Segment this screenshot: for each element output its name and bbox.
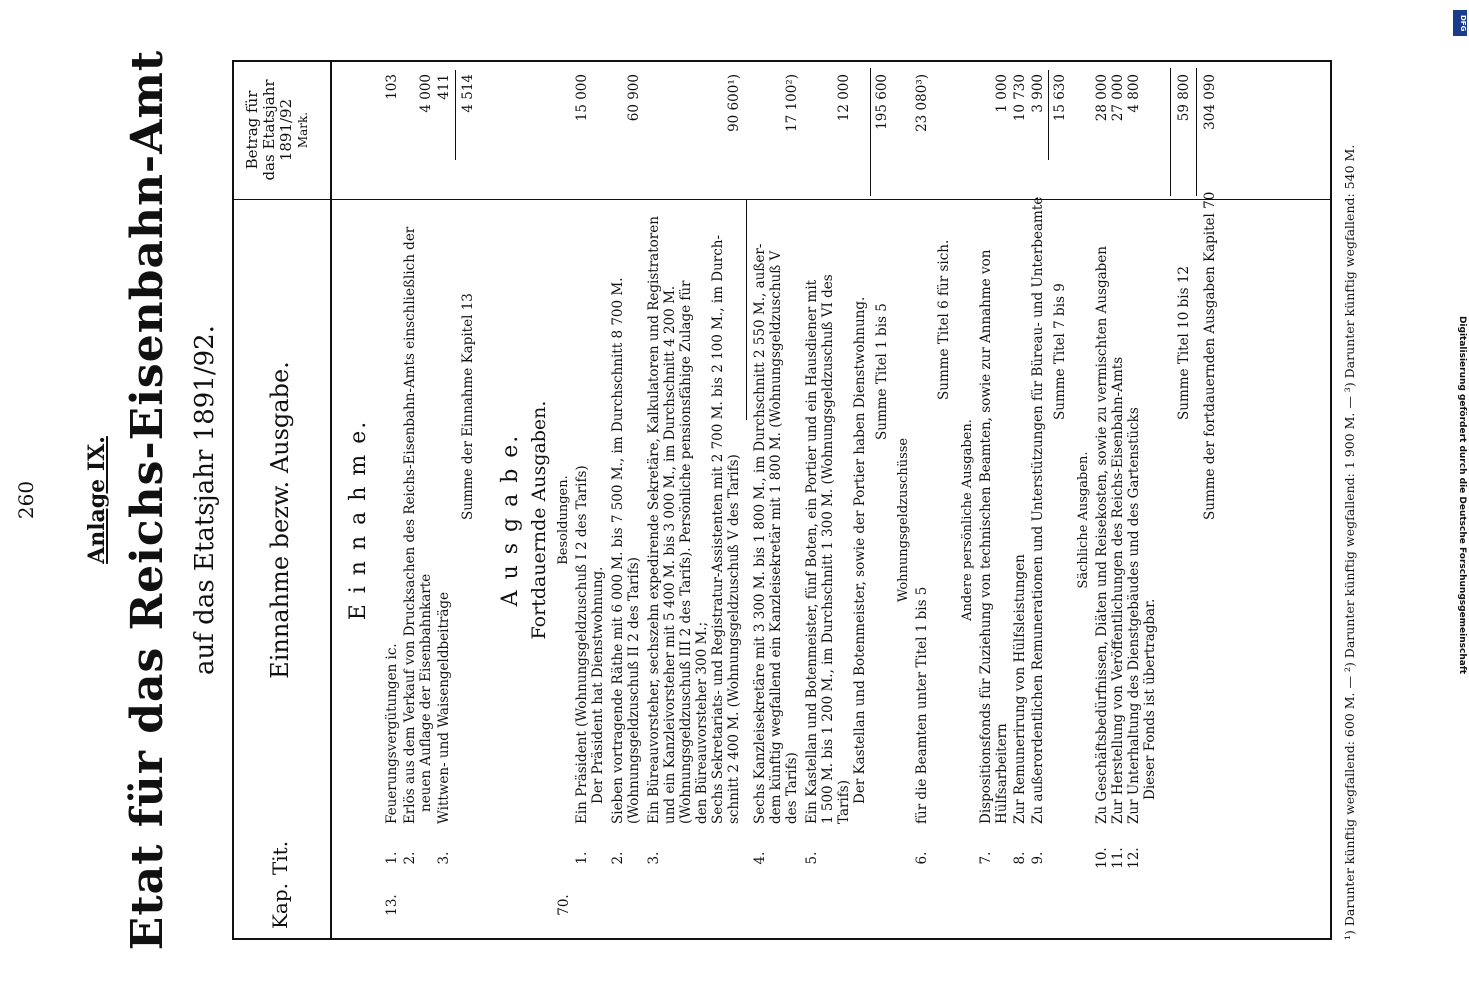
digitization-note: Digitalisierung gefördert durch die Deutsche Forschungsgemeinschaft bbox=[1457, 315, 1467, 675]
row-text: Sechs Sekretariats- und Registratur-Assistenten mit 2 700 M. bis 2 100 M., im Durch- bbox=[710, 234, 726, 824]
sum-label: Summe Titel 7 bis 9 bbox=[1052, 283, 1068, 420]
row-text: 1 500 M. bis 1 200 M., im Durchschnitt 1 300 M. (Wohnungsgeldzuschuß VI des bbox=[820, 274, 836, 824]
tit-number: 12. bbox=[1126, 847, 1142, 869]
row-text: Wittwen- und Waisengeldbeiträge bbox=[436, 592, 452, 824]
row-text: Tarifs) bbox=[836, 780, 852, 824]
row-amount: 28 000 bbox=[1094, 74, 1110, 122]
row-text: Sieben vortragende Räthe mit 6 000 M. bis 7 500 M., im Durchschnitt 8 700 M. bbox=[610, 277, 626, 824]
fonds-note: Dieser Fonds ist übertragbar. bbox=[1142, 598, 1158, 800]
appendix-label: Anlage IX. bbox=[84, 436, 110, 564]
row-amount: 411 bbox=[436, 74, 452, 100]
row-text: Feuerungsvergütungen ic. bbox=[384, 643, 400, 824]
row-text: Dispositionsfonds für Zuziehung von technischen Beamten, sowie zur Annahme von bbox=[978, 249, 994, 824]
tit-number: 8. bbox=[1012, 851, 1028, 865]
row-amount: 27 000 bbox=[1110, 74, 1126, 122]
table-bottom-rule bbox=[1330, 60, 1332, 940]
row-text: für die Beamten unter Titel 1 bis 5 bbox=[914, 586, 930, 824]
ausgabe-heading: A u s g a b e. bbox=[498, 433, 523, 607]
sum-label: Summe der Einnahme Kapitel 13 bbox=[460, 293, 476, 520]
row-amount: 3 900 bbox=[1030, 74, 1046, 113]
sum-label: Summe Titel 1 bis 5 bbox=[874, 303, 890, 440]
row-amount: 10 730 bbox=[1012, 74, 1028, 122]
row-amount: 1 000 bbox=[994, 74, 1010, 113]
col-header-kap: Kap. bbox=[268, 882, 292, 930]
besoldungen-heading: Besoldungen. bbox=[556, 475, 571, 565]
tit-number: 2. bbox=[402, 851, 418, 865]
row-text: Ein Präsident (Wohnungsgeldzuschuß I 2 des Tarifs) bbox=[574, 465, 590, 824]
row-text: Ein Kastellan und Botenmeister, fünf Boten, ein Portier und ein Hausdiener mit bbox=[804, 279, 820, 824]
page-title: Etat für das Reichs-Eisenbahn-Amt bbox=[122, 49, 173, 951]
row-separator bbox=[746, 200, 747, 420]
row-text: Ein Büreauvorsteher, sechszehn expedirende Sekretäre, Kalkulatoren und Registratoren bbox=[646, 216, 662, 824]
tit-number: 1. bbox=[574, 851, 590, 865]
dfg-logo: DFG bbox=[1453, 10, 1467, 36]
sum-rule bbox=[455, 70, 456, 160]
tit-number: 7. bbox=[978, 851, 994, 865]
page-number: 260 bbox=[14, 480, 38, 520]
row-text: Zur Unterhaltung des Dienstgebäudes und des Gartenstücks bbox=[1126, 407, 1142, 824]
ausgabe-kap: 70. bbox=[556, 894, 572, 916]
row-text: Sechs Kanzleisekretäre mit 3 300 M. bis 1 800 M., im Durchschnitt 2 550 M., außer- bbox=[752, 243, 768, 824]
andere-heading: Andere persönliche Ausgaben. bbox=[960, 419, 975, 621]
table-left-rule bbox=[232, 938, 1332, 940]
row-amount: 4 000 bbox=[418, 74, 434, 113]
row-text: Zu außerordentlichen Remunerationen und Unterstützungen für Büreau- und Unterbeamte bbox=[1030, 196, 1046, 824]
row-amount: 15 000 bbox=[574, 74, 590, 122]
row-amount: 103 bbox=[384, 74, 400, 100]
sum-amount: 15 630 bbox=[1052, 74, 1068, 122]
row-text: Zur Remunerirung von Hülfsleistungen bbox=[1012, 554, 1028, 824]
tit-number: 5. bbox=[804, 851, 820, 865]
col-header-desc: Einnahme bezw. Ausgabe. bbox=[266, 361, 294, 679]
sum-rule bbox=[870, 68, 871, 196]
einnahme-kap: 13. bbox=[384, 894, 400, 916]
digitization-credit bbox=[1452, 10, 1468, 990]
amount-col-rule bbox=[232, 199, 1332, 200]
row-text: (Wohnungsgeldzuschuß III 2 des Tarifs). Persönliche pensionsfähige Zulage für bbox=[678, 280, 694, 824]
table-header-rule bbox=[330, 60, 332, 940]
row-text: (Wohnungsgeldzuschuß II 2 des Tarifs) bbox=[626, 557, 642, 824]
row-text: den Büreauvorsteher 300 M.; bbox=[694, 621, 710, 824]
page-subtitle: auf das Etatsjahr 1891/92. bbox=[190, 325, 220, 675]
row-text: schnitt 2 400 M. (Wohnungsgeldzuschuß V des Tarifs) bbox=[726, 454, 742, 824]
total-label: Summe der fortdauernden Ausgaben Kapitel 70 bbox=[1202, 191, 1218, 520]
row-text: und ein Kanzleivorsteher mit 5 400 M. bis 3 000 M., im Durchschnitt 4 200 M. bbox=[662, 285, 678, 824]
sum-rule bbox=[1048, 70, 1049, 160]
wohnungsgeld-heading: Wohnungsgeldzuschüsse bbox=[896, 437, 911, 603]
tit-number: 6. bbox=[914, 851, 930, 865]
col-header-amount: Betrag für das Etatsjahr 1891/92 Mark. bbox=[243, 79, 310, 181]
row-amount: 17 100²) bbox=[784, 74, 800, 132]
table-right-rule bbox=[232, 60, 1332, 62]
row-text: Der Kastellan und Botenmeister, sowie der Portier haben Dienstwohnung. bbox=[852, 296, 868, 804]
tit-number: 11. bbox=[1110, 847, 1126, 869]
total-amount: 304 090 bbox=[1202, 74, 1218, 130]
sum-amount: 195 600 bbox=[874, 74, 890, 130]
footnote: ¹) Darunter künftig wegfallend: 600 M. — ²) Darunter künftig wegfallend: 1 900 M. — ³) Darunter künftig wegfallend: 540 M. bbox=[1342, 144, 1357, 940]
sum-label: Summe Titel 6 für sich. bbox=[936, 239, 952, 400]
row-text: Zur Herstellung von Veröffentlichungen des Reichs-Eisenbahn-Amts bbox=[1110, 356, 1126, 824]
sachliche-heading: Sächliche Ausgaben. bbox=[1076, 451, 1091, 589]
row-amount: 60 900 bbox=[626, 74, 642, 122]
tit-number: 3. bbox=[646, 851, 662, 865]
sum-amount: 59 800 bbox=[1176, 74, 1192, 122]
row-amount: 4 800 bbox=[1126, 74, 1142, 113]
sum-rule bbox=[1196, 68, 1197, 196]
row-text: Hülfsarbeitern bbox=[994, 723, 1010, 824]
tit-number: 3. bbox=[436, 851, 452, 865]
row-amount: 12 000 bbox=[836, 74, 852, 122]
sum-amount: 4 514 bbox=[460, 74, 476, 113]
tit-number: 9. bbox=[1030, 851, 1046, 865]
table-top-rule bbox=[232, 60, 234, 940]
ausgabe-subheading: Fortdauernde Ausgaben. bbox=[528, 400, 550, 640]
sum-label: Summe Titel 10 bis 12 bbox=[1176, 266, 1192, 420]
sum-rule bbox=[1170, 68, 1171, 196]
row-text: dem künftig wegfallend ein Kanzleisekretär mit 1 800 M. (Wohnungsgeldzuschuß V bbox=[768, 250, 784, 824]
row-text: des Tarifs) bbox=[784, 752, 800, 824]
tit-number: 2. bbox=[610, 851, 626, 865]
row-text: Der Präsident hat Dienstwohnung. bbox=[590, 566, 606, 804]
einnahme-heading: E i n n a h m e. bbox=[346, 419, 371, 621]
tit-number: 4. bbox=[752, 851, 768, 865]
row-text: neuen Auflage der Eisenbahnkarte bbox=[418, 573, 434, 812]
tit-number: 1. bbox=[384, 851, 400, 865]
row-text: Zu Geschäftsbedürfnissen, Diäten und Reisekosten, sowie zu vermischten Ausgaben bbox=[1094, 246, 1110, 824]
row-text: Erlös aus dem Verkauf von Drucksachen des Reichs-Eisenbahn-Amts einschließlich der bbox=[402, 226, 418, 824]
row-amount: 90 600¹) bbox=[726, 74, 742, 132]
tit-number: 10. bbox=[1094, 847, 1110, 869]
row-amount: 23 080³) bbox=[914, 74, 930, 132]
col-header-tit: Tit. bbox=[268, 840, 292, 876]
